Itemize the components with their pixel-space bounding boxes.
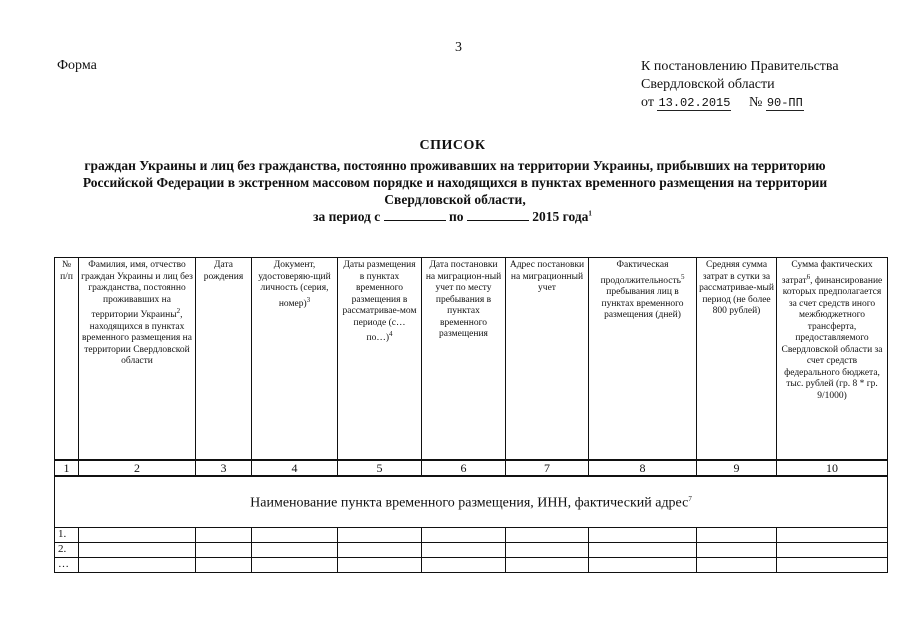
row-number: 1. [55,528,79,543]
table-cell [777,543,888,558]
table-cell [506,558,589,573]
column-number: 7 [506,460,589,476]
table-cell [79,543,196,558]
section-row [55,476,888,528]
row-number: 2. [55,543,79,558]
document-subtitle: граждан Украины и лиц без гражданства, постоянно проживавших на территории Украины, прибывших на территорию Российской Федерации в экстренном массовом порядке и находящихся в пунктах временного размещения на территории Свердловской области, [82,158,828,207]
column-number: 10 [777,460,888,476]
column-header: Фактическая продолжительность$^5$ пребывания лиц в пунктах временного размещения (дней) [589,258,697,461]
column-header: Сумма фактических затрат$^6$, финансирование которых предполагается за счет средств иного межбюджетного трансферта, предоставляемого Свердловской области за счет средств федерального бюджета, тыс. рублей (гр. 8 * гр. 9/1000) [777,258,888,461]
column-number: 5 [338,460,422,476]
footnote-mark: 1 [588,209,592,218]
table-cell [506,543,589,558]
table-row [55,558,888,573]
table-cell [196,543,252,558]
column-number: 2 [79,460,196,476]
column-number: 1 [55,460,79,476]
period-line [0,209,905,225]
column-number: 6 [422,460,506,476]
column-number: 4 [252,460,338,476]
table-cell [506,528,589,543]
decree-num-sign: № [748,95,763,110]
period-suffix: 2015 года [532,209,589,224]
table-cell [338,558,422,573]
table-cell [79,558,196,573]
table-cell [589,543,697,558]
table-cell [79,528,196,543]
table-cell [196,558,252,573]
decree-from: от [641,95,654,110]
table-cell [422,543,506,558]
column-header: Средняя сумма затрат в сутки за рассматривае-мый период (не более 800 рублей) [697,258,777,461]
period-prefix: за период с [313,209,381,224]
column-header: Дата рождения [196,258,252,461]
column-number: 9 [697,460,777,476]
table-cell [697,543,777,558]
column-header: Дата постановки на миграцион-ный учет по месту пребывания в пунктах временного размещения [422,258,506,461]
decree-line1: К постановлению Правительства [641,59,839,74]
table-cell [338,528,422,543]
column-header: Адрес постановки на миграционный учет [506,258,589,461]
period-mid: по [449,209,464,224]
decree-line2: Свердловской области [641,77,775,92]
table-cell [252,543,338,558]
table-cell [589,528,697,543]
table-cell [422,558,506,573]
column-number: 3 [196,460,252,476]
table-cell [196,528,252,543]
decree-line3 [641,94,839,112]
column-header: Даты размещения в пунктах временного размещения в рассматривае-мом периоде (с… по…)$^4$ [338,258,422,461]
table-row [55,543,888,558]
decree-reference [641,58,839,112]
column-header: Фамилия, имя, отчество граждан Украины и лиц без гражданства, постоянно проживавших на территории Украины$^2$, находящихся в пунктах временного размещения на территории Свердловской области [79,258,196,461]
table-cell [777,558,888,573]
decree-date: 13.02.2015 [658,96,731,110]
document-title: СПИСОК [419,138,486,153]
table-cell [697,558,777,573]
table-cell [697,528,777,543]
table-cell [338,543,422,558]
column-header: Документ, удостоверяю-щий личность (серия, номер)$^3$ [252,258,338,461]
row-number: … [55,558,79,573]
list-table [54,257,888,573]
table-cell [777,528,888,543]
column-header: № п/п [55,258,79,461]
column-number-row [55,460,888,476]
table-cell [589,558,697,573]
section-title: Наименование пункта временного размещения, ИНН, фактический адрес$^7$ [55,476,888,528]
decree-number: 90-ПП [766,96,803,110]
page-number: 3 [455,40,462,55]
table-cell [252,528,338,543]
table-row [55,528,888,543]
form-label: Форма [57,58,97,73]
period-from-blank [384,220,446,221]
table-cell [252,558,338,573]
column-number: 8 [589,460,697,476]
table-cell [422,528,506,543]
table-header-row [55,258,888,461]
period-to-blank [467,220,529,221]
